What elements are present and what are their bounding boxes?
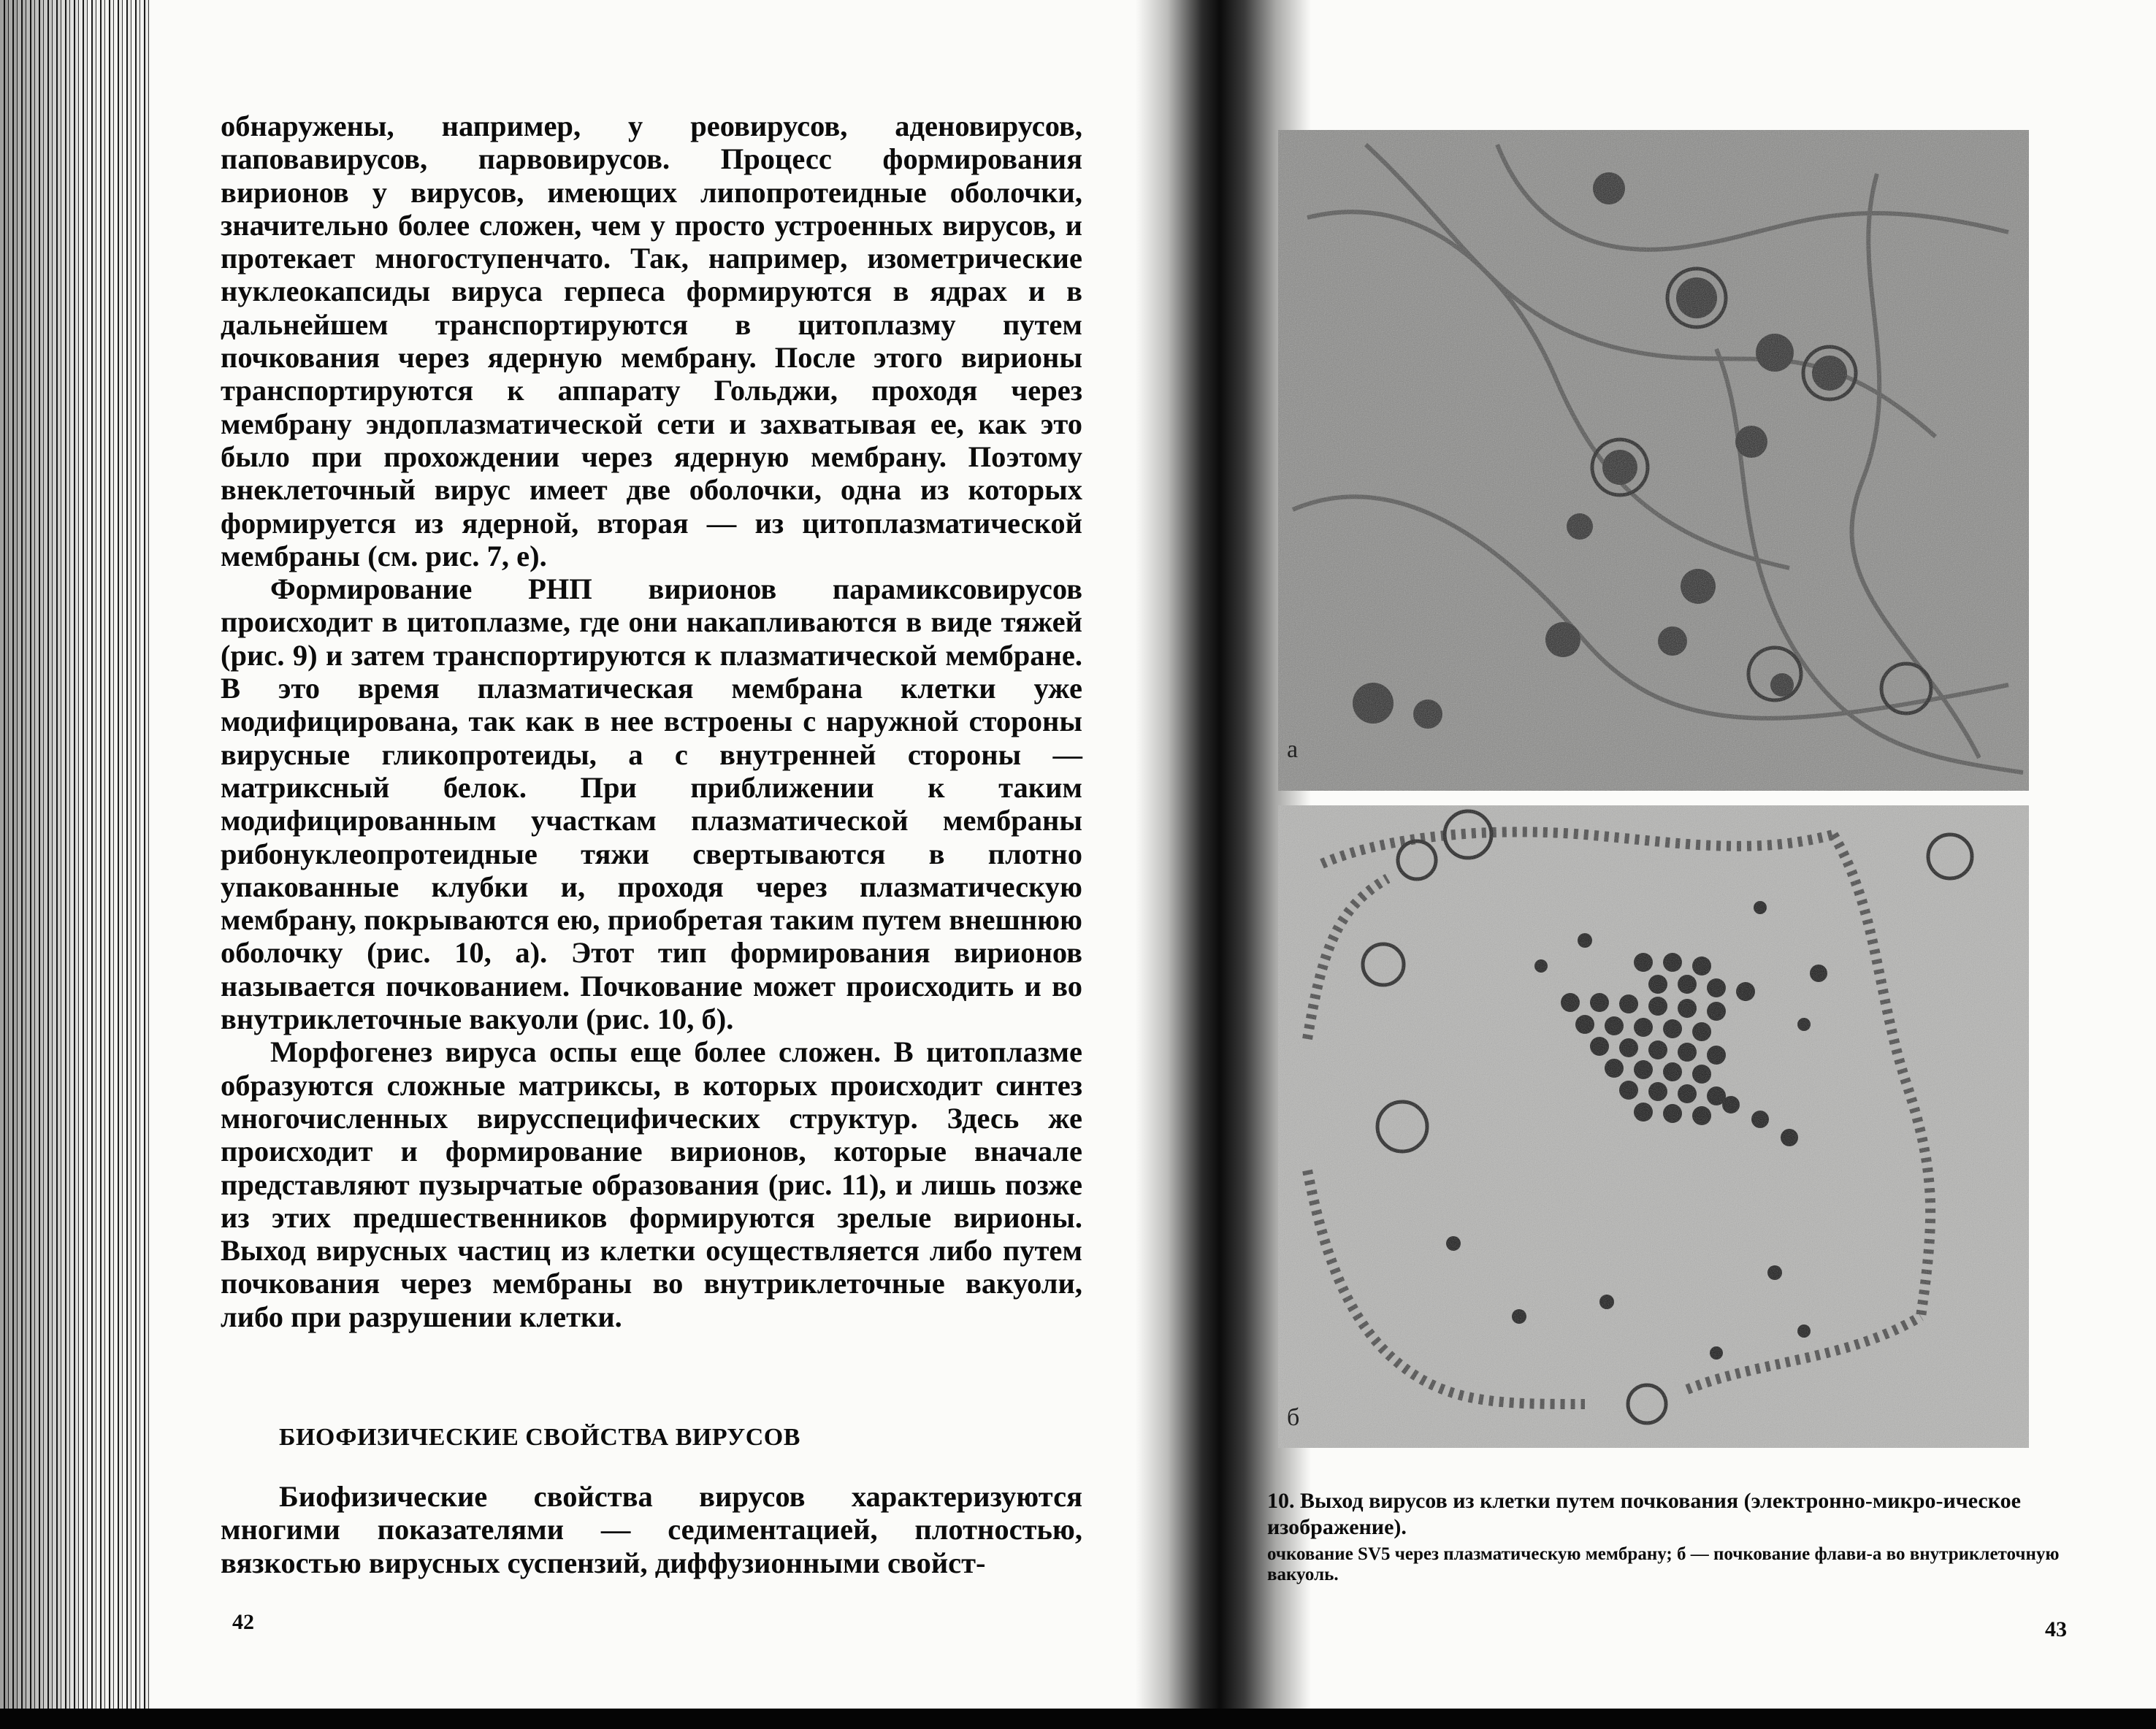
left-page-text — [221, 110, 1082, 1333]
paragraph-4: Биофизические свойства вирусов характеризуются многими показателями — седиментацией, плотностью, вязкостью вирусных суспензий, диффузионными свойст- — [221, 1480, 1082, 1579]
page-edges-shadow — [0, 0, 150, 1709]
figure-caption-body: очкование SV5 через плазматическую мембрану; б — почкование флави-а во внутриклеточную вакуоль. — [1267, 1544, 2060, 1584]
page-number-right: 43 — [2045, 1617, 2067, 1641]
panel-a-label: а — [1287, 736, 1299, 763]
panel-b-label: б — [1287, 1404, 1300, 1431]
paragraph-2: Формирование РНП вирионов парамиксовирусов происходит в цитоплазме, где они накапливаются в виде тяжей (рис. 9) и затем транспортируются к плазматической мембране. В это время плазматическая мембрана клетки уже модифицирована, так как в нее встроены с наружной стороны вирусные гликопротеиды, а с внутренней стороны — матриксный белок. При приближении к таким модифицированным участкам плазматической мембраны рибонуклеопротеидные тяжи свертываются в плотно упакованные клубки и, проходя через плазматическую мембрану, покрываются ею, приобретая таким путем внешнюю оболочку (рис. 10, а). Этот тип формирования вирионов называется почкованием. Почкование может происходить и во внутриклеточные вакуоли (рис. 10, б). — [221, 572, 1082, 1036]
micrograph-a — [1278, 130, 2029, 791]
page-number-left: 42 — [232, 1610, 254, 1634]
figure-caption-title: 10. Выход вирусов из клетки путем почкования (электронно-микро-ическое изображение). — [1267, 1489, 2021, 1539]
paragraph-3: Морфогенез вируса оспы еще более сложен. В цитоплазме образуются сложные матриксы, в которых происходит синтез многочисленных вирусспецифических структур. Здесь же происходит и формирование вирионов, которые вначале представляют пузырчатые образования (рис. 11), и лишь позже из этих предшественников формируются зрелые вирионы. Выход вирусных частиц из клетки осуществляется либо путем почкования через мембраны во внутриклеточные вакуоли, либо при разрушении клетки. — [221, 1035, 1082, 1333]
scanner-bottom-edge — [0, 1709, 2156, 1729]
micrograph-b — [1278, 805, 2029, 1448]
paragraph-1: обнаружены, например, у реовирусов, аденовирусов, паповавирусов, парвовирусов. Процесс формирования вирионов у вирусов, имеющих липопротеидные оболочки, значительно более сложен, чем у просто устроенных вирусов, и протекает многоступенчато. Так, например, изометрические нуклеокапсиды вируса герпеса формируются в ядрах и в дальнейшем транспортируются в цитоплазму путем почкования через ядерную мембрану. После этого вирионы транспортируются к аппарату Гольджи, проходя через мембрану эндоплазматической сети и захватывая ее, как это было при прохождении через ядерную мембрану. Поэтому внеклеточный вирус имеет две оболочки, одна из которых формируется из ядерной, вторая — из цитоплазматической мембраны (см. рис. 7, е). — [221, 110, 1082, 572]
section-heading: БИОФИЗИЧЕСКИЕ СВОЙСТВА ВИРУСОВ — [279, 1424, 800, 1451]
